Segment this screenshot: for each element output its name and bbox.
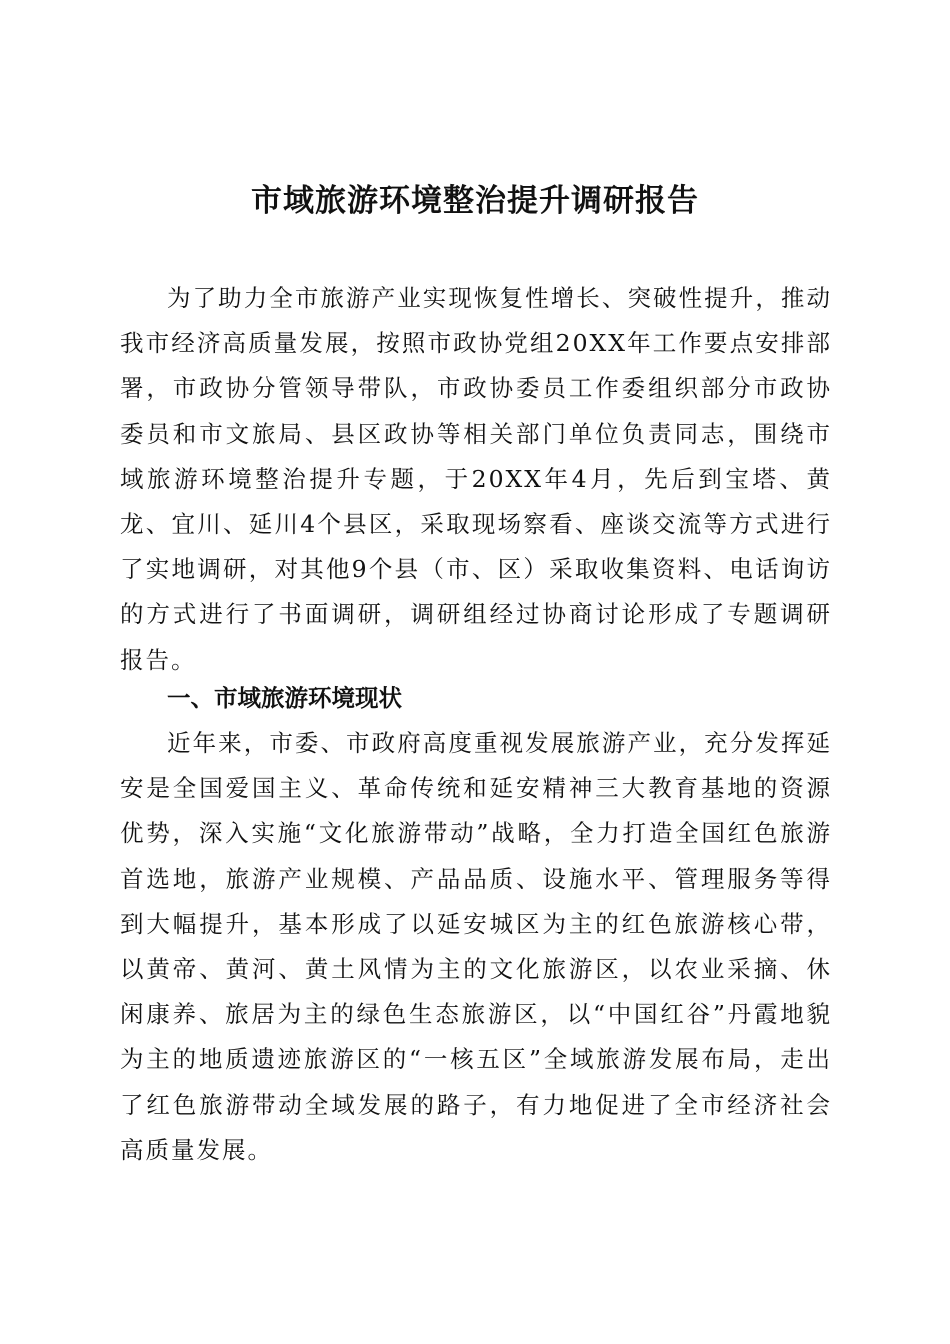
document-title: 市域旅游环境整治提升调研报告 (251, 183, 699, 219)
section-heading: 一、市域旅游环境现状 (167, 684, 402, 712)
section-paragraph: 近年来，市委、市政府高度重视发展旅游产业，充分发挥延安是全国爱国主义、革命传统和延安精神三大教育基地的资源优势，深入实施“文化旅游带动”战略，全力打造全国红色旅游首选地，旅游产业规模、产品品质、设施水平、管理服务等得到大幅提升，基本形成了以延安城区为主的红色旅游核心带，以黄帝、黄河、黄土风情为主的文化旅游区，以农业采摘、休闲康养、旅居为主的绿色生态旅游区，以“中国红谷”丹霞地貌为主的地质遗迹旅游区的“一核五区”全域旅游发展布局，走出了红色旅游带动全域发展的路子，有力地促进了全市经济社会高质量发展。 (120, 729, 832, 1164)
intro-paragraph: 为了助力全市旅游产业实现恢复性增长、突破性提升，推动我市经济高质量发展，按照市政协党组20XX年工作要点安排部署，市政协分管领导带队，市政协委员工作委组织部分市政协委员和市文旅局、县区政协等相关部门单位负责同志，围绕市域旅游环境整治提升专题，于20XX年4月，先后到宝塔、黄龙、宜川、延川4个县区，采取现场察看、座谈交流等方式进行了实地调研，对其他9个县（市、区）采取收集资料、电话询访的方式进行了书面调研，调研组经过协商讨论形成了专题调研报告。 (120, 284, 832, 674)
